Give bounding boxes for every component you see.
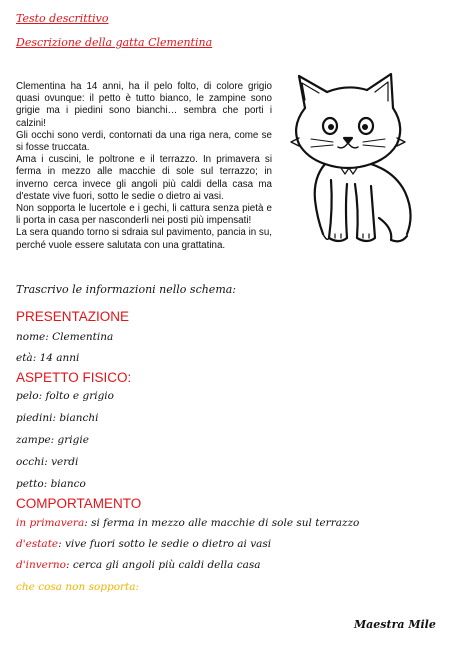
paragraph-line: Ama i cuscini, le poltrone e il terrazzo. In primavera si ferma in mezzo alle macchie di sole sul terrazzo; in inverno cerca invece gli angoli più caldi della casa ma d'estate vive fuori, sotto le sedie o dietro ai vasi. xyxy=(16,154,272,202)
value-inverno: : cerca gli angoli più caldi della casa xyxy=(65,559,261,571)
section-heading-presentazione: PRESENTAZIONE xyxy=(16,309,130,324)
instruction-text: Trascrivo le informazioni nello schema: xyxy=(16,283,237,296)
cat-illustration xyxy=(283,68,423,248)
field-occhi: occhi: verdi xyxy=(16,456,79,468)
signature: Maestra Mile xyxy=(354,618,436,631)
paragraph-line: Clementina ha 14 anni, ha il pelo folto, di colore grigio quasi ovunque: il petto è tutto bianco, le zampine sono grigie ma i piedini sono bianchi… sembra che porti i calzini! xyxy=(16,81,272,129)
field-zampe: zampe: grigie xyxy=(16,434,89,446)
field-pelo: pelo: folto e grigio xyxy=(16,390,114,402)
field-eta: età: 14 anni xyxy=(16,352,80,364)
paragraph-line: Gli occhi sono verdi, contornati da una riga nera, come se si fosse truccata. xyxy=(16,129,272,154)
section-heading-comportamento: COMPORTAMENTO xyxy=(16,496,142,511)
field-primavera xyxy=(16,517,359,529)
label-primavera: in primavera xyxy=(16,517,85,529)
document-subtitle: Descrizione della gatta Clementina xyxy=(16,36,213,49)
field-inverno xyxy=(16,559,260,571)
section-heading-aspetto: ASPETTO FISICO: xyxy=(16,370,132,385)
field-non-sopporta xyxy=(16,581,139,593)
label-inverno: d'inverno xyxy=(16,559,66,571)
description-paragraph xyxy=(16,81,272,252)
field-estate xyxy=(16,538,271,550)
label-non-sopporta: che cosa non sopporta: xyxy=(16,581,140,593)
label-estate: d'estate xyxy=(16,538,59,550)
paragraph-line: Non sopporta le lucertole e i gechi, li cattura senza pietà e li porta in casa per nasconderli nei posti più impensati! xyxy=(16,203,272,227)
value-estate: : vive fuori sotto le sedie o dietro ai vasi xyxy=(58,538,272,550)
field-nome: nome: Clementina xyxy=(16,331,114,343)
document-title: Testo descrittivo xyxy=(16,12,109,25)
value-primavera: : si ferma in mezzo alle macchie di sole sul terrazzo xyxy=(84,517,360,529)
field-piedini: piedini: bianchi xyxy=(16,412,99,424)
paragraph-line: La sera quando torno si sdraia sul pavimento, pancia in su, perché vuole essere salutata con una grattatina. xyxy=(16,227,272,251)
field-petto: petto: bianco xyxy=(16,478,86,490)
